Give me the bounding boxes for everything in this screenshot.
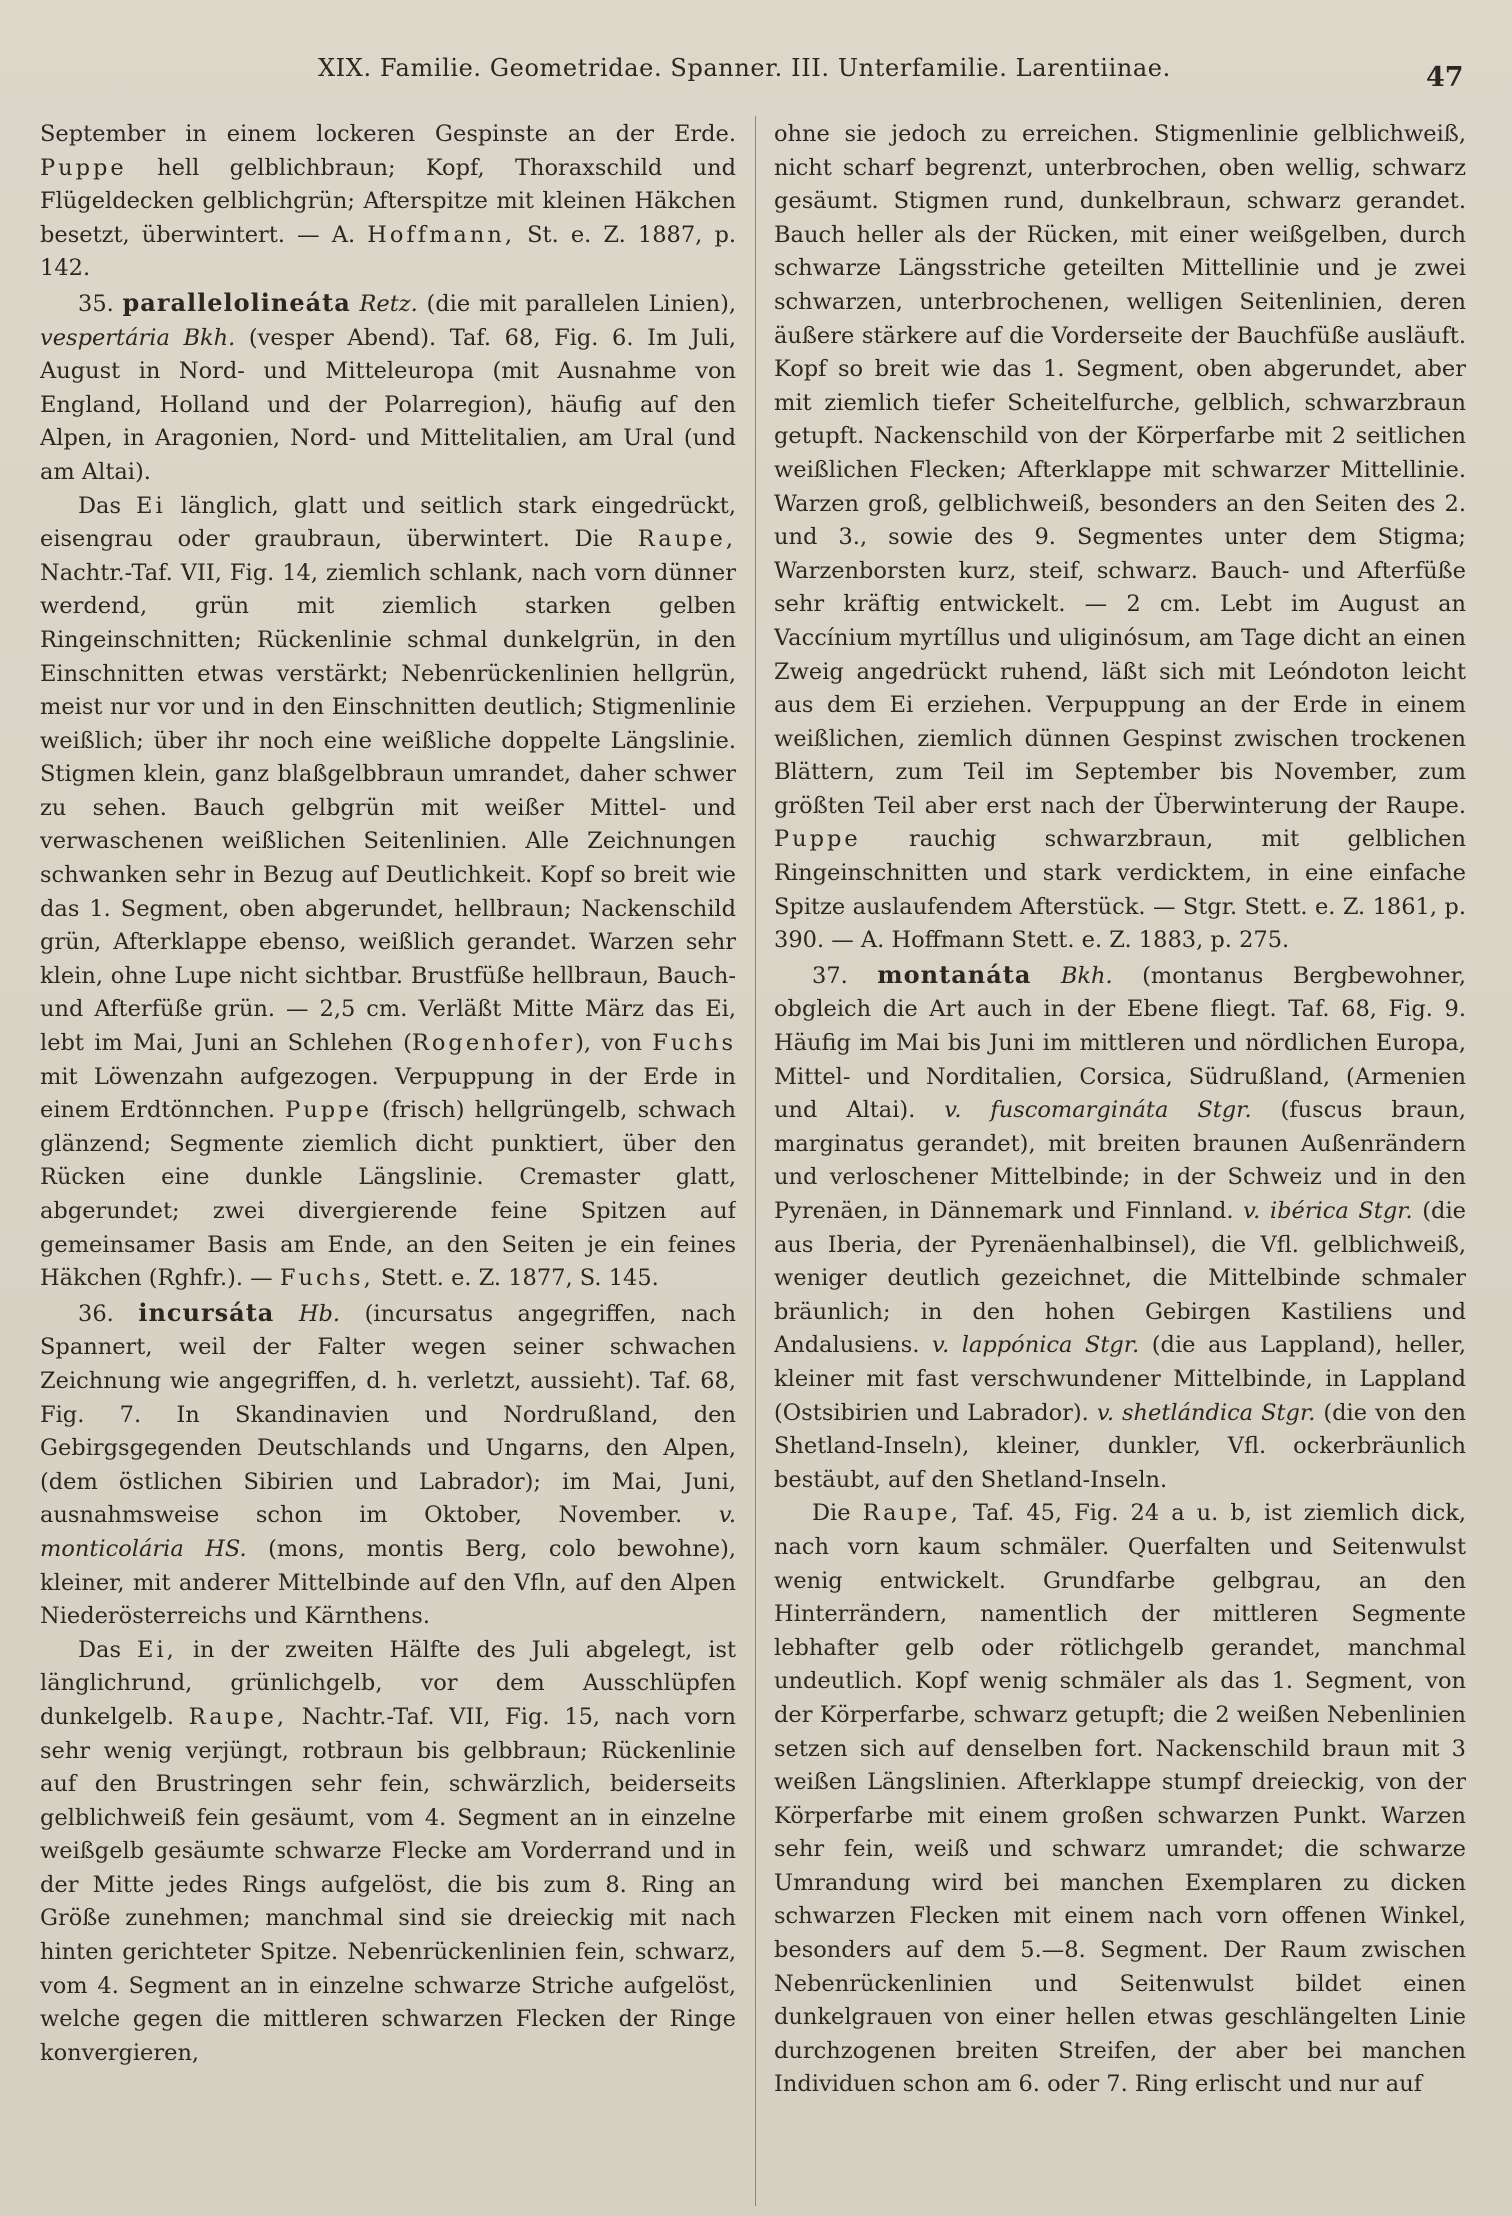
variety-name: v. shetlándica Stgr. — [1096, 1399, 1316, 1426]
text: Das — [78, 1636, 122, 1663]
text: rauchig schwarzbraun, mit gelblichen Ringeinschnitten und stark verdicktem, in eine einfache Spitze auslaufendem Afterstück. — Stgr. Stett. e. Z. 1861, p. 390. — A. Hoffmann Stett. e. Z. 1883, p. 275. — [774, 826, 1466, 954]
page-number: 47 — [1426, 62, 1464, 93]
text: (mons, montis Berg, colo bewohne), kleiner, mit anderer Mittelbinde auf den Vfln, auf den Alpen Niederösterreichs und Kärnthens. — [40, 1535, 736, 1630]
page-header — [0, 54, 1512, 98]
variety-name: v. lappónica Stgr. — [932, 1332, 1140, 1359]
text: Die — [812, 1500, 851, 1527]
column-divider — [755, 116, 756, 2206]
text: (frisch) hellgrüngelb, schwach glänzend; Segmente ziemlich dicht punktiert, über den Rücken eine dunkle Längslinie. Cremaster glatt, abgerundet; zwei divergierende feine Spitzen auf gemeinsamer Basis am Ende, an den Seiten je ein feines Häkchen (Rghfr.). — — [40, 1097, 736, 1292]
text: ), von — [575, 1030, 642, 1057]
species-name: parallelolineáta — [122, 287, 351, 317]
author-name: Fuchs, — [279, 1265, 374, 1292]
text: länglich, glatt und seitlich stark eingedrückt, eisengrau oder graubraun, überwintert. Die — [40, 492, 736, 553]
species-entry-37 — [774, 958, 1466, 1498]
text: Das — [78, 492, 122, 519]
right-column — [774, 118, 1466, 2198]
text: (die von den Shetland-Inseln), kleiner, dunkler, Vfl. ockerbräunlich bestäubt, auf den Shetland-Inseln. — [774, 1399, 1466, 1493]
paragraph-egg-larva — [40, 490, 736, 1296]
variety-name: v. monticolária HS. — [40, 1502, 736, 1562]
author-name: Fuchs — [652, 1030, 736, 1057]
species-number: 36. — [78, 1300, 114, 1327]
text: mit Löwenzahn aufgezogen. Verpuppung in der Erde in einem Erdtönnchen. — [40, 1063, 736, 1124]
variety-name: v. ibérica Stgr. — [1243, 1198, 1413, 1224]
species-author: Hb. — [298, 1300, 341, 1327]
species-number: 35. — [78, 290, 114, 317]
paragraph-larva-37 — [774, 1497, 1466, 2102]
keyword-raupe: Raupe, — [862, 1500, 961, 1527]
text: (die mit parallelen Linien), — [426, 290, 736, 317]
species-author: Retz. — [359, 290, 418, 317]
text: Nachtr.-Taf. VII, Fig. 15, nach vorn sehr wenig verjüngt, rotbraun bis gelbbraun; Rückenlinie auf den Brustringen sehr fein, schwärzlich, beiderseits gelblichweiß fein gesäumt, vom 4. Segment an in einzelne weißgelb gesäumte schwarze Flecke am Vorderrand und in der Mitte jedes Rings aufgelöst, die bis zum 8. Ring an Größe zunehmen; manchmal sind sie dreieckig mit nach hinten gerichteter Spitze. Nebenrückenlinien fein, schwarz, vom 4. Segment an in einzelne schwarze Striche aufgelöst, welche gegen die mittleren schwarzen Flecken der Ringe konvergieren, — [40, 1703, 736, 2066]
species-name: montanáta — [877, 959, 1032, 989]
species-number: 37. — [812, 962, 848, 989]
text: (incursatus angegriffen, nach Spannert, weil der Falter wegen seiner schwachen Zeichnung wie angegriffen, d. h. verletzt, aussieht). Taf. 68, Fig. 7. In Skandinavien und Nordrußland, den Gebirgsgegenden Deutschlands und Ungarns, den Alpen, (dem östlichen Sibirien und Labrador); im Mai, Juni, ausnahmsweise schon im Oktober, November. — [40, 1300, 736, 1529]
text: (montanus Bergbewohner, obgleich die Art auch in der Ebene fliegt. Taf. 68, Fig. 9. Häufig im Mai bis Juni im mittleren und nördlichen Europa, Mittel- und Norditalien, Corsica, Südrußland, (Armenien und Altai). — [774, 962, 1466, 1124]
keyword-raupe: Raupe, — [188, 1703, 287, 1730]
keyword-puppe: Puppe — [774, 826, 861, 853]
species-author: Bkh. — [1060, 962, 1113, 989]
species-entry-35 — [40, 286, 736, 490]
keyword-puppe: Puppe — [40, 154, 127, 181]
citation: Stett. e. Z. 1877, S. 145. — [380, 1265, 659, 1292]
text: ohne sie jedoch zu erreichen. Stigmenlinie gelblichweiß, nicht scharf begrenzt, unterbrochen, oben wellig, schwarz gesäumt. Stigmen rund, dunkelbraun, schwarz gerandet. Bauch heller als der Rücken, mit einer weißgelben, durch schwarze Längsstriche geteilten Mittellinie und je zwei schwarzen, unterbrochenen, welligen Seitenlinien, deren äußere stärkere auf die Vorderseite der Bauchfüße ausläuft. Kopf so breit wie das 1. Segment, oben abgerundet, aber mit ziemlich tiefer Scheitelfurche, gelblich, schwarzbraun getupft. Nackenschild von der Körperfarbe mit 2 seitlichen weißlichen Flecken; Afterklappe mit schwarzer Mittellinie. Warzen groß, gelblichweiß, besonders an den Seiten des 2. und 3., sowie des 9. Segmentes unter dem Stigma; Warzenborsten kurz, steif, schwarz. Bauch- und Afterfüße sehr kräftig entwickelt. — 2 cm. Lebt im August an Vaccínium myrtíllus und uliginósum, am Tage dicht an einen Zweig angedrückt ruhend, läßt sich mit Leóndoton leicht aus dem Ei erziehen. Verpuppung an der Erde in einem weißlichen, ziemlich dünnen Gespinst zwischen trockenen Blättern, zum Teil im September bis November, zum größten Teil aber erst nach der Überwinterung der Raupe. — [774, 121, 1466, 819]
text: hell gelblichbraun; Kopf, Thoraxschild und Flügeldecken gelblichgrün; Afterspitze mit kleinen Häkchen besetzt, überwintert. — A. — [40, 154, 736, 248]
paragraph-continuation-right — [774, 118, 1466, 958]
citation: St. e. Z. 1887, p. 142. — [40, 221, 736, 282]
left-column — [40, 118, 736, 2198]
text: Nachtr.-Taf. VII, Fig. 14, ziemlich schlank, nach vorn dünner werdend, grün mit ziemlich starken gelben Ringeinschnitten; Rückenlinie schmal dunkelgrün, in den Einschnitten etwas verstärkt; Nebenrückenlinien hellgrün, meist nur vor und in den Einschnitten deutlich; Stigmenlinie weißlich; über ihr noch eine weißliche doppelte Längslinie. Stigmen klein, ganz blaßgelbbraun umrandet, daher schwer zu sehen. Bauch gelbgrün mit weißer Mittel- und verwaschenen weißlichen Seitenlinien. Alle Zeichnungen schwanken sehr in Bezug auf Deutlichkeit. Kopf so breit wie das 1. Segment, oben abgerundet, hellbraun; Nackenschild grün, Afterklappe ebenso, weißlich gerandet. Warzen sehr klein, ohne Lupe nicht sichtbar. Brustfüße hellbraun, Bauch- und Afterfüße grün. — 2,5 cm. Verläßt Mitte März das Ei, lebt im Mai, Juni an Schlehen ( — [40, 559, 736, 1057]
synonym: vespertária Bkh. — [40, 324, 236, 351]
paragraph-egg-larva-36 — [40, 1634, 736, 2071]
keyword-raupe: Raupe, — [637, 526, 736, 553]
author-name: Hoffmann, — [367, 221, 515, 248]
text: (die aus Lappland), heller, kleiner mit fast verschwundener Mittelbinde, in Lappland (Ostsibirien und Labrador). — [774, 1332, 1466, 1426]
text: (die aus Iberia, der Pyrenäenhalbinsel), die Vfl. gelblichweiß, weniger deutlich gezeichnet, die Mittelbinde schmaler bräunlich; in den hohen Gebirgen Kastiliens und Andalusiens. — [774, 1198, 1466, 1359]
text: (vesper Abend). Taf. 68, Fig. 6. Im Juli, August in Nord- und Mitteleuropa (mit Ausnahme von England, Holland und der Polarregion), häufig auf den Alpen, in Aragonien, Nord- und Mittelitalien, am Ural (und am Altai). — [40, 324, 736, 485]
variety-name: v. fuscomargináta Stgr. — [944, 1097, 1252, 1124]
author-name: Rogenhofer — [411, 1030, 576, 1057]
keyword-ei: Ei — [136, 492, 166, 519]
text: September in einem lockeren Gespinste an der Erde. — [40, 121, 736, 147]
species-name: incursáta — [138, 1297, 275, 1327]
running-head: XIX. Familie. Geometridae. Spanner. III. Unterfamilie. Larentiinae. — [318, 54, 1171, 82]
species-entry-36 — [40, 1296, 736, 1634]
paragraph-continuation — [40, 118, 736, 286]
text: in der zweiten Hälfte des Juli abgelegt, ist länglichrund, grünlichgelb, vor dem Ausschlüpfen dunkelgelb. — [40, 1636, 736, 1730]
text: (fuscus braun, marginatus gerandet), mit breiten braunen Außenrändern und verloschener Mittelbinde; in der Schweiz und in den Pyrenäen, in Dännemark und Finnland. — [774, 1097, 1466, 1224]
keyword-ei: Ei, — [137, 1636, 177, 1663]
keyword-puppe: Puppe — [285, 1097, 372, 1124]
text: Taf. 45, Fig. 24 a u. b, ist ziemlich dick, nach vorn kaum schmäler. Querfalten und Seitenwulst wenig entwickelt. Grundfarbe gelbgrau, an den Hinterrändern, namentlich der mittleren Segmente lebhafter gelb oder rötlichgelb gerandet, manchmal undeutlich. Kopf wenig schmäler als das 1. Segment, von der Körperfarbe, schwarz getupft; die 2 weißen Nebenlinien setzen sich auf denselben fort. Nackenschild braun mit 3 weißen Längslinien. Afterklappe stumpf dreieckig, von der Körperfarbe mit einem großen schwarzen Punkt. Warzen sehr fein, weiß und schwarz umrandet; die schwarze Umrandung wird bei manchen Exemplaren zu dicken schwarzen Flecken mit einem nach vorn offenen Winkel, besonders auf dem 5.—8. Segment. Der Raum zwischen Nebenrückenlinien und Seitenwulst bildet einen dunkelgrauen von einer hellen etwas geschlängelten Linie durchzogenen breiten Streifen, der aber bei manchen Individuen schon am 6. oder 7. Ring erlischt und nur auf — [774, 1500, 1466, 2098]
